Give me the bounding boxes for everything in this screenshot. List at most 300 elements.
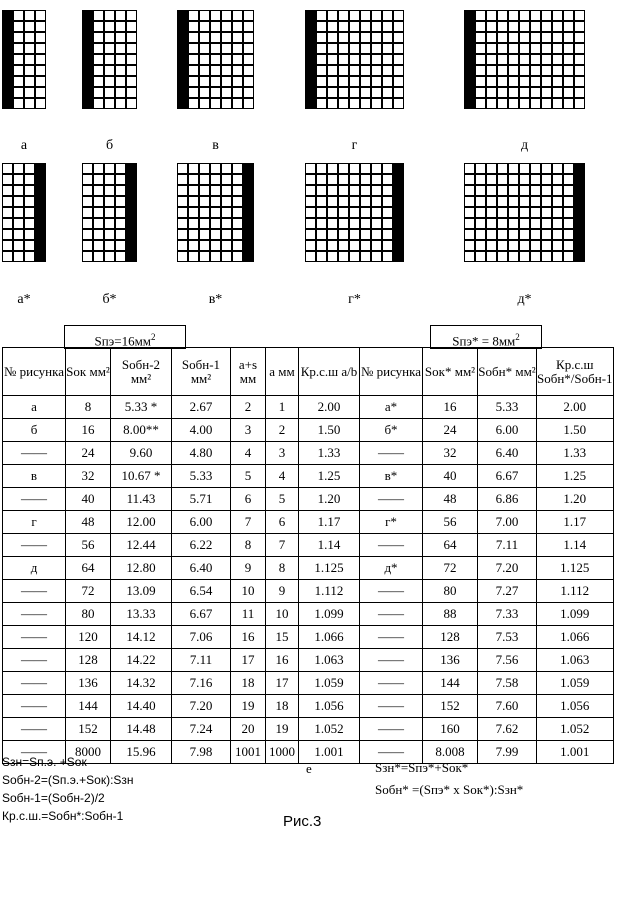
grid-cell (188, 43, 199, 54)
grid-cell (552, 65, 563, 76)
bottom-row-figure (464, 163, 585, 262)
col-header: Кр.с.ш Sобн*/Sобн-1 (537, 348, 614, 396)
table-body (3, 396, 614, 764)
grid-cell (93, 65, 104, 76)
grid-cell (188, 21, 199, 32)
grid-cell (497, 76, 508, 87)
grid-cell (360, 196, 371, 207)
table-cell: 72 (66, 580, 111, 603)
grid-cell (104, 10, 115, 21)
grid-cell (35, 229, 46, 240)
table-cell: 13.33 (111, 603, 172, 626)
formula-line: Sобн-1=(Sобн-2)/2 (2, 791, 105, 805)
grid-cell (305, 32, 316, 43)
grid-cell (104, 43, 115, 54)
grid-cell (530, 174, 541, 185)
table-cell: 7.33 (478, 603, 537, 626)
table-row (3, 672, 614, 695)
grid-cell (82, 98, 93, 109)
grid-cell (210, 185, 221, 196)
grid-cell (24, 65, 35, 76)
grid-cell (24, 185, 35, 196)
grid-cell (371, 65, 382, 76)
grid-cell (552, 10, 563, 21)
table-cell: 1.112 (299, 580, 360, 603)
grid-cell (199, 163, 210, 174)
grid-cell (475, 76, 486, 87)
table-cell: 7 (266, 534, 299, 557)
table-cell: 6.40 (478, 442, 537, 465)
grid-cell (104, 21, 115, 32)
grid-cell (393, 229, 404, 240)
grid-cell (243, 229, 254, 240)
bottom-row-figure (177, 163, 254, 262)
grid-cell (464, 54, 475, 65)
table-cell: —— (3, 649, 66, 672)
grid-cell (104, 196, 115, 207)
grid-cell (93, 76, 104, 87)
cell-grid (82, 10, 137, 109)
table-cell: 1000 (266, 741, 299, 764)
grid-cell (35, 185, 46, 196)
table-cell: 1.059 (537, 672, 614, 695)
grid-cell (486, 54, 497, 65)
grid-cell (316, 21, 327, 32)
grid-cell (338, 240, 349, 251)
table-cell: 5.71 (172, 488, 231, 511)
grid-cell (574, 76, 585, 87)
grid-cell (2, 240, 13, 251)
grid-cell (508, 10, 519, 21)
grid-cell (541, 21, 552, 32)
bottom-row-figure (82, 163, 137, 262)
table-cell: 6.54 (172, 580, 231, 603)
grid-cell (371, 229, 382, 240)
table-cell: 7.24 (172, 718, 231, 741)
table-cell: 6.40 (172, 557, 231, 580)
grid-cell (35, 65, 46, 76)
grid-cell (563, 87, 574, 98)
table-cell: 9 (266, 580, 299, 603)
grid-cell (338, 43, 349, 54)
grid-cell (93, 54, 104, 65)
grid-cell (552, 174, 563, 185)
grid-cell (104, 54, 115, 65)
grid-cell (316, 185, 327, 196)
grid-cell (360, 76, 371, 87)
grid-cell (188, 163, 199, 174)
table-cell: 7.11 (172, 649, 231, 672)
grid-cell (382, 196, 393, 207)
table-cell: 2.00 (299, 396, 360, 419)
grid-cell (2, 87, 13, 98)
table-cell: 1.20 (299, 488, 360, 511)
grid-cell (126, 76, 137, 87)
grid-cell (519, 251, 530, 262)
grid-cell (35, 21, 46, 32)
grid-cell (104, 240, 115, 251)
table-cell: 1.17 (537, 511, 614, 534)
cell-grid (464, 163, 585, 262)
grid-cell (82, 10, 93, 21)
grid-cell (382, 21, 393, 32)
table-cell: д (3, 557, 66, 580)
grid-cell (393, 10, 404, 21)
figure-label: а* (17, 292, 31, 307)
grid-cell (497, 163, 508, 174)
table-cell: 20 (231, 718, 266, 741)
grid-cell (486, 174, 497, 185)
grid-cell (508, 32, 519, 43)
figure-label: а (20, 138, 28, 153)
grid-cell (497, 207, 508, 218)
grid-cell (541, 185, 552, 196)
table-cell: 8000 (66, 741, 111, 764)
grid-cell (126, 21, 137, 32)
grid-cell (305, 43, 316, 54)
top-row-figure (2, 10, 46, 109)
grid-cell (115, 65, 126, 76)
grid-cell (199, 54, 210, 65)
grid-cell (13, 65, 24, 76)
table-cell: 7.60 (478, 695, 537, 718)
grid-cell (393, 240, 404, 251)
grid-cell (13, 251, 24, 262)
table-cell: 17 (231, 649, 266, 672)
grid-cell (104, 98, 115, 109)
grid-cell (243, 196, 254, 207)
grid-cell (497, 229, 508, 240)
grid-cell (349, 196, 360, 207)
grid-cell (349, 251, 360, 262)
grid-cell (82, 54, 93, 65)
table-cell: 32 (423, 442, 478, 465)
table-cell: 16 (231, 626, 266, 649)
group-header-left-sup: 2 (151, 332, 156, 342)
grid-cell (508, 196, 519, 207)
grid-cell (93, 207, 104, 218)
grid-cell (530, 196, 541, 207)
grid-cell (82, 218, 93, 229)
grid-cell (188, 174, 199, 185)
table-cell: 7.20 (478, 557, 537, 580)
grid-cell (305, 54, 316, 65)
grid-cell (177, 218, 188, 229)
grid-cell (541, 163, 552, 174)
grid-cell (210, 196, 221, 207)
grid-cell (464, 218, 475, 229)
grid-cell (24, 32, 35, 43)
grid-cell (177, 196, 188, 207)
grid-cell (508, 65, 519, 76)
table-cell: 40 (423, 465, 478, 488)
grid-cell (13, 54, 24, 65)
grid-cell (393, 54, 404, 65)
grid-cell (221, 54, 232, 65)
table-cell: 80 (66, 603, 111, 626)
col-header: a+s мм (231, 348, 266, 396)
grid-cell (393, 174, 404, 185)
col-header: Sок мм² (66, 348, 111, 396)
grid-cell (497, 174, 508, 185)
grid-cell (177, 54, 188, 65)
figure-caption: Рис.3 (283, 813, 322, 830)
grid-cell (574, 32, 585, 43)
table-cell: 1.112 (537, 580, 614, 603)
grid-cell (541, 87, 552, 98)
table-cell: 1.099 (537, 603, 614, 626)
figure-label: д* (517, 292, 532, 307)
grid-cell (393, 21, 404, 32)
cell-grid (177, 10, 254, 109)
grid-cell (93, 251, 104, 262)
table-cell: 1.056 (537, 695, 614, 718)
table-cell: 1 (266, 396, 299, 419)
grid-cell (126, 207, 137, 218)
grid-cell (371, 32, 382, 43)
grid-cell (563, 21, 574, 32)
grid-cell (305, 185, 316, 196)
grid-cell (243, 98, 254, 109)
grid-cell (2, 32, 13, 43)
grid-cell (24, 174, 35, 185)
grid-cell (327, 251, 338, 262)
grid-cell (13, 196, 24, 207)
grid-cell (126, 98, 137, 109)
grid-cell (199, 43, 210, 54)
table-cell: 1.20 (537, 488, 614, 511)
grid-cell (13, 240, 24, 251)
grid-cell (475, 98, 486, 109)
grid-cell (563, 10, 574, 21)
grid-cell (104, 163, 115, 174)
grid-cell (497, 32, 508, 43)
grid-cell (552, 196, 563, 207)
grid-cell (199, 185, 210, 196)
grid-cell (541, 76, 552, 87)
grid-cell (464, 76, 475, 87)
table-cell: 4.00 (172, 419, 231, 442)
table-cell: 10 (231, 580, 266, 603)
grid-cell (371, 76, 382, 87)
table-cell: г (3, 511, 66, 534)
grid-cell (475, 10, 486, 21)
grid-cell (316, 43, 327, 54)
grid-cell (115, 240, 126, 251)
grid-cell (305, 207, 316, 218)
grid-cell (82, 43, 93, 54)
table-cell: 16 (266, 649, 299, 672)
grid-cell (188, 207, 199, 218)
grid-cell (530, 54, 541, 65)
grid-cell (497, 43, 508, 54)
table-cell: 18 (231, 672, 266, 695)
grid-cell (475, 196, 486, 207)
grid-cell (93, 21, 104, 32)
grid-cell (305, 229, 316, 240)
table-row (3, 557, 614, 580)
grid-cell (188, 32, 199, 43)
grid-cell (464, 196, 475, 207)
grid-cell (486, 229, 497, 240)
grid-cell (24, 240, 35, 251)
grid-cell (115, 196, 126, 207)
grid-cell (541, 32, 552, 43)
grid-cell (177, 87, 188, 98)
table-cell: 1.001 (537, 741, 614, 764)
grid-cell (486, 163, 497, 174)
grid-cell (393, 196, 404, 207)
grid-cell (393, 76, 404, 87)
grid-cell (382, 10, 393, 21)
table-cell: 24 (423, 419, 478, 442)
col-header: а мм (266, 348, 299, 396)
table-cell: —— (3, 672, 66, 695)
grid-cell (475, 218, 486, 229)
grid-cell (530, 32, 541, 43)
table-row (3, 580, 614, 603)
grid-cell (497, 21, 508, 32)
grid-cell (508, 218, 519, 229)
grid-cell (338, 98, 349, 109)
grid-cell (382, 185, 393, 196)
grid-cell (221, 251, 232, 262)
grid-cell (210, 65, 221, 76)
grid-cell (316, 10, 327, 21)
grid-cell (508, 21, 519, 32)
grid-cell (327, 174, 338, 185)
grid-cell (210, 43, 221, 54)
table-cell: в* (360, 465, 423, 488)
grid-cell (541, 174, 552, 185)
table-cell: 6.67 (478, 465, 537, 488)
grid-cell (349, 87, 360, 98)
grid-cell (305, 76, 316, 87)
table-cell: 144 (66, 695, 111, 718)
grid-cell (35, 196, 46, 207)
grid-cell (382, 251, 393, 262)
table-cell: 1.14 (299, 534, 360, 557)
grid-cell (13, 43, 24, 54)
grid-cell (508, 229, 519, 240)
grid-cell (316, 251, 327, 262)
grid-cell (563, 174, 574, 185)
grid-cell (393, 163, 404, 174)
grid-cell (464, 240, 475, 251)
grid-cell (177, 32, 188, 43)
grid-cell (338, 65, 349, 76)
grid-cell (2, 43, 13, 54)
grid-cell (35, 43, 46, 54)
table-cell: д* (360, 557, 423, 580)
grid-cell (574, 43, 585, 54)
table-header-row (3, 348, 614, 396)
grid-cell (232, 218, 243, 229)
table-cell: 6.00 (172, 511, 231, 534)
grid-cell (210, 218, 221, 229)
grid-cell (382, 207, 393, 218)
grid-cell (126, 229, 137, 240)
col-header: № рисунка (3, 348, 66, 396)
grid-cell (188, 76, 199, 87)
grid-cell (371, 98, 382, 109)
grid-cell (327, 32, 338, 43)
grid-cell (35, 76, 46, 87)
grid-cell (104, 218, 115, 229)
grid-cell (82, 196, 93, 207)
table-cell: 14.12 (111, 626, 172, 649)
data-table (2, 347, 614, 764)
grid-cell (541, 54, 552, 65)
grid-cell (574, 251, 585, 262)
table-cell: 64 (66, 557, 111, 580)
table-cell: 1.33 (537, 442, 614, 465)
grid-cell (232, 207, 243, 218)
table-cell: 7.53 (478, 626, 537, 649)
grid-cell (13, 163, 24, 174)
table-cell: 6.86 (478, 488, 537, 511)
grid-cell (382, 98, 393, 109)
grid-cell (93, 98, 104, 109)
grid-cell (574, 65, 585, 76)
grid-cell (316, 207, 327, 218)
grid-cell (221, 207, 232, 218)
grid-cell (563, 251, 574, 262)
table-row (3, 488, 614, 511)
grid-cell (199, 65, 210, 76)
grid-cell (13, 21, 24, 32)
table-cell: 10 (266, 603, 299, 626)
table-cell: 7.58 (478, 672, 537, 695)
grid-cell (82, 174, 93, 185)
col-header: Кр.с.ш а/b (299, 348, 360, 396)
cell-grid (177, 163, 254, 262)
grid-cell (35, 174, 46, 185)
grid-cell (497, 185, 508, 196)
grid-cell (519, 76, 530, 87)
group-header-left (64, 325, 186, 349)
grid-cell (2, 207, 13, 218)
table-cell: 48 (66, 511, 111, 534)
grid-cell (93, 87, 104, 98)
grid-cell (82, 87, 93, 98)
figure-label: в* (208, 292, 223, 307)
table-cell: 17 (266, 672, 299, 695)
table-cell: 18 (266, 695, 299, 718)
grid-cell (475, 54, 486, 65)
grid-cell (93, 174, 104, 185)
group-header-right-text: Sпэ* = 8мм (452, 333, 516, 349)
grid-cell (232, 174, 243, 185)
grid-cell (519, 21, 530, 32)
grid-cell (115, 32, 126, 43)
grid-cell (199, 10, 210, 21)
grid-cell (475, 251, 486, 262)
grid-cell (349, 185, 360, 196)
grid-cell (177, 43, 188, 54)
grid-cell (126, 54, 137, 65)
table-cell: —— (3, 603, 66, 626)
grid-cell (221, 43, 232, 54)
grid-cell (360, 32, 371, 43)
table-cell: г* (360, 511, 423, 534)
table-cell: —— (360, 580, 423, 603)
grid-cell (126, 43, 137, 54)
grid-cell (464, 163, 475, 174)
grid-cell (574, 174, 585, 185)
grid-cell (552, 43, 563, 54)
grid-cell (327, 163, 338, 174)
